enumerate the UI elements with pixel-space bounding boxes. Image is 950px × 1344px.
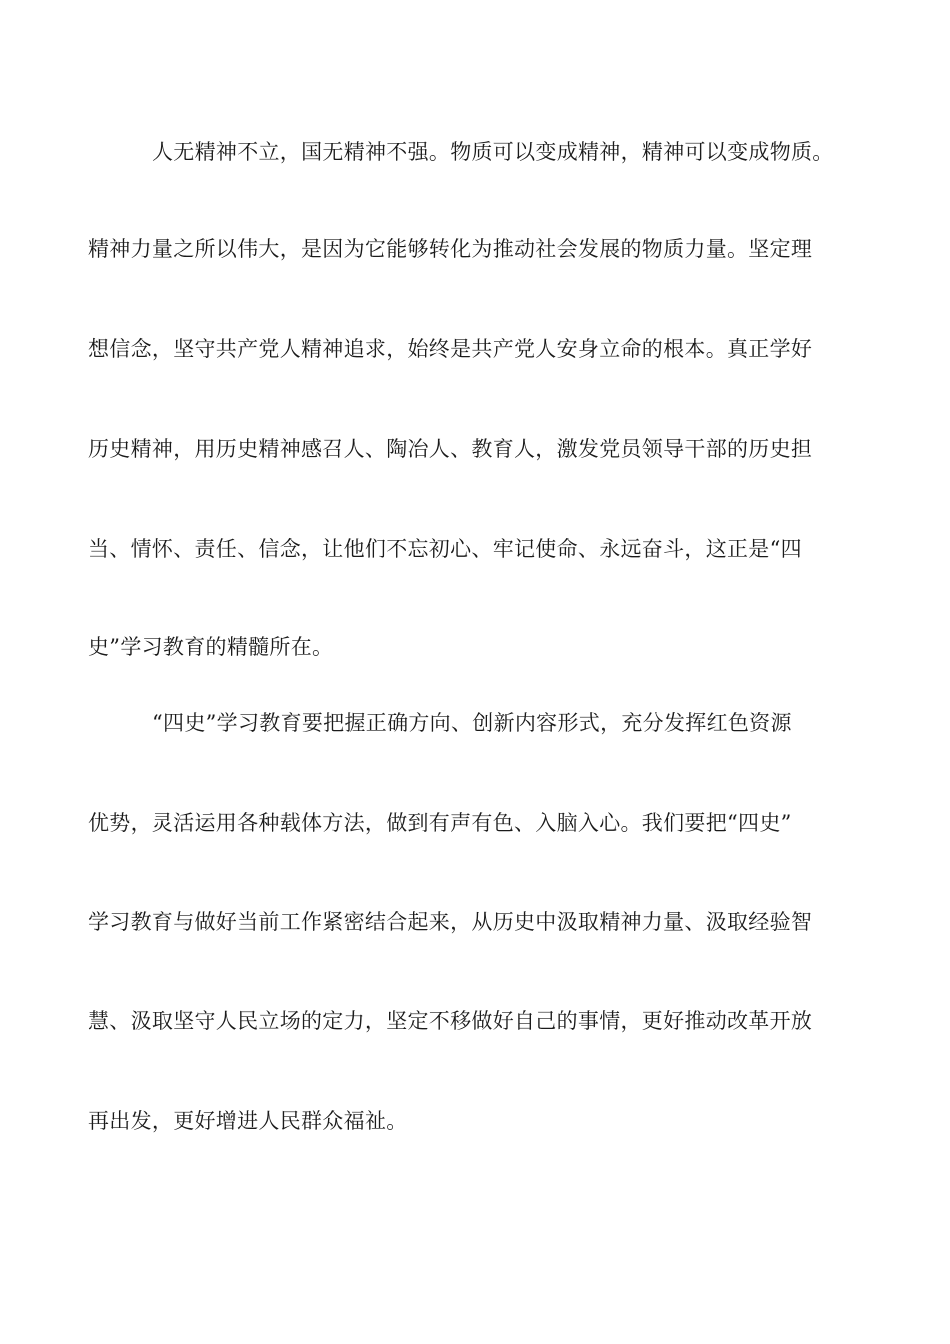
paragraph-1-line-2: 精神力量之所以伟大，是因为它能够转化为推动社会发展的物质力量。坚定理 — [88, 237, 813, 261]
paragraph-1-line-4: 历史精神，用历史精神感召人、陶冶人、教育人，激发党员领导干部的历史担 — [88, 437, 813, 461]
paragraph-2-line-5: 再出发，更好增进人民群众福祉。 — [88, 1109, 408, 1133]
paragraph-1-line-3: 想信念，坚守共产党人精神追求，始终是共产党人安身立命的根本。真正学好 — [88, 337, 813, 361]
paragraph-1-line-6: 史”学习教育的精髓所在。 — [88, 635, 334, 659]
paragraph-1-line-1: 人无精神不立，国无精神不强。物质可以变成精神，精神可以变成物质。 — [152, 140, 834, 164]
paragraph-1-line-5: 当、情怀、责任、信念，让他们不忘初心、牢记使命、永远奋斗，这正是“四 — [88, 537, 802, 561]
paragraph-2-line-1: “四史”学习教育要把握正确方向、创新内容形式，充分发挥红色资源 — [152, 711, 792, 735]
paragraph-2-line-2: 优势，灵活运用各种载体方法，做到有声有色、入脑入心。我们要把“四史” — [88, 811, 792, 835]
paragraph-2-line-4: 慧、汲取坚守人民立场的定力，坚定不移做好自己的事情，更好推动改革开放 — [88, 1009, 813, 1033]
paragraph-2-line-3: 学习教育与做好当前工作紧密结合起来，从历史中汲取精神力量、汲取经验智 — [88, 910, 813, 934]
